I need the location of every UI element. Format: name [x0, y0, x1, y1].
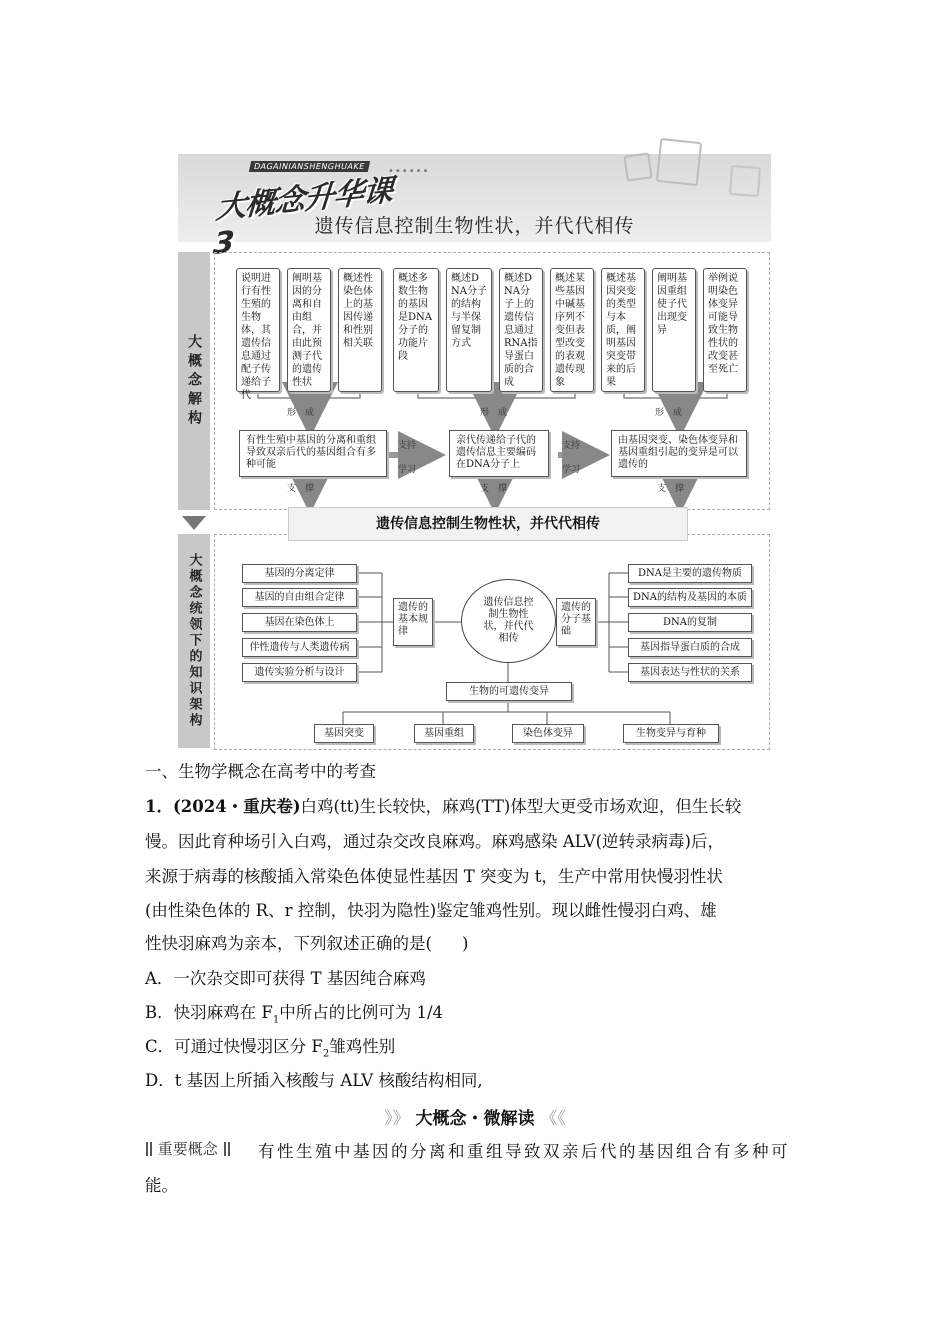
right-hub: 遗传的分子基础 — [556, 598, 596, 646]
question-line-2: 慢。因此育种场引入白鸡，通过杂交改良麻鸡。麻鸡感染 ALV(逆转录病毒)后， — [145, 832, 724, 851]
option-b — [145, 1003, 443, 1030]
bottom-tag: 生物变异与育种 — [623, 724, 719, 743]
form-label: 形 成 — [655, 408, 683, 418]
concept-box: 概述DNA分子上的遗传信息通过RNA指导蛋白质的合成 — [499, 268, 543, 392]
left-tag: 基因的自由组合定律 — [242, 588, 357, 607]
question-line-4: (由性染色体的 R、r 控制，快羽为隐性)鉴定雏鸡性别。现以雌性慢羽白鸡、雄 — [145, 901, 717, 920]
key-concept-text-end: 能。 — [145, 1176, 178, 1195]
support-label: 支 撑 — [657, 484, 685, 494]
center-oval-label: 遗传信息控制生物性状，并代代相传 — [483, 597, 534, 644]
bottom-tag: 基因突变 — [314, 724, 374, 743]
question-line-3: 来源于病毒的核酸插入常染色体使显性基因 T 突变为 t，生产中常用快慢羽性状 — [145, 867, 723, 886]
side-tab-label: 大概念统领下的知识架构 — [186, 553, 202, 729]
question-line-5 — [145, 934, 468, 954]
banner-dots: •••••• — [388, 166, 430, 177]
concept-box: 概述基因突变的类型与本质，阐明基因突变带来的后果 — [601, 268, 645, 392]
right-tag: 基因指导蛋白质的合成 — [628, 638, 752, 657]
support-label: 支 撑 — [287, 484, 315, 494]
concept-box: 概述DNA分子的结构与半保留复制方式 — [446, 268, 492, 392]
support-learn-label: 学习 — [562, 465, 581, 475]
bar-icon — [146, 1142, 148, 1156]
key-concept-tag — [145, 1138, 231, 1159]
option-text: 雏鸡性别 — [329, 1037, 396, 1056]
question-number: 1． — [145, 797, 173, 816]
question-line-1 — [145, 797, 741, 817]
option-d: D．t 基因上所插入核酸与 ALV 核酸结构相同, — [145, 1071, 483, 1090]
question-paren: ) — [461, 934, 469, 953]
form-label: 形 成 — [287, 408, 315, 418]
concept-box: 概述某些基因中碱基序列不变但表型改变的表观遗传现象 — [550, 268, 594, 392]
support-learn-label: 支持 — [562, 441, 581, 451]
right-tag: DNA的结构及基因的本质 — [628, 588, 752, 607]
banner-pinyin: DAGAINIANSHENGHUAKE — [249, 161, 370, 172]
left-hub: 遗传的基本规律 — [393, 598, 433, 646]
micro-reading-banner — [0, 1104, 950, 1129]
option-text: B．快羽麻鸡在 F — [145, 1003, 273, 1022]
option-text: 中所占的比例可为 1/4 — [279, 1003, 444, 1022]
option-text: C．可通过快慢羽区分 F — [145, 1037, 323, 1056]
chevron-right-icon: 》》 — [384, 1109, 410, 1129]
subscript: 2 — [322, 1048, 330, 1060]
micro-reading-title: 大概念・微解读 — [415, 1109, 535, 1129]
concept-box: 说明进行有性生殖的生物体，其遗传信息通过配子传递给子代 — [236, 268, 280, 392]
left-tag: 伴性遗传与人类遗传病 — [242, 638, 357, 657]
side-tab-label: 大概念解构 — [186, 333, 202, 429]
question-source: (2024・重庆卷) — [172, 797, 301, 816]
banner-title: 大概念升华课3 — [212, 173, 394, 262]
right-tag: 基因表达与性状的关系 — [628, 663, 752, 682]
left-tag: 基因的分离定律 — [242, 564, 357, 583]
form-label: 形 成 — [480, 408, 508, 418]
key-concept-label: 重要概念 — [157, 1140, 218, 1158]
support-learn-label: 学习 — [398, 465, 417, 475]
concept-box: 阐明基因的分离和自由组合，并由此预测子代的遗传性状 — [287, 268, 331, 392]
support-learn-label: 支持 — [398, 441, 417, 451]
concept-box: 举例说明染色体变异可能导致生物性状的改变甚至死亡 — [703, 268, 747, 392]
left-tag: 遗传实验分析与设计 — [242, 663, 357, 682]
center-oval — [461, 579, 556, 663]
mid-concept-box: 亲代传递给子代的遗传信息主要编码在DNA分子上 — [449, 430, 549, 477]
concept-box: 阐明基因重组使子代出现变异 — [652, 268, 696, 392]
left-tag: 基因在染色体上 — [242, 613, 357, 632]
bar-icon — [150, 1142, 152, 1156]
key-concept-text: 有性生殖中基因的分离和重组导致双亲后代的基因组合有多种可 — [258, 1142, 790, 1161]
subscript: 1 — [272, 1014, 280, 1026]
chevron-left-icon: 《《 — [540, 1109, 566, 1129]
option-a: A．一次杂交即可获得 T 基因纯合麻鸡 — [145, 969, 426, 988]
mid-concept-box: 由基因突变、染色体变异和基因重组引起的变异是可以遗传的 — [611, 430, 747, 477]
bottom-tag: 染色体变异 — [512, 724, 584, 743]
core-concept-band: 遗传信息控制生物性状，并代代相传 — [288, 507, 688, 541]
option-c — [145, 1037, 395, 1064]
section-heading: 一、生物学概念在高考中的考查 — [145, 762, 376, 781]
right-tag: DNA的复制 — [628, 613, 752, 632]
support-label: 支 撑 — [480, 484, 508, 494]
mid-concept-box: 有性生殖中基因的分离和重组导致双亲后代的基因组合有多种可能 — [239, 430, 387, 477]
bar-icon — [228, 1142, 230, 1156]
bar-icon — [224, 1142, 226, 1156]
concept-box: 概述多数生物的基因是DNA分子的功能片段 — [393, 268, 439, 392]
banner-subtitle: 遗传信息控制生物性状，并代代相传 — [314, 215, 635, 237]
concept-box: 概述性染色体上的基因传递和性别相关联 — [338, 268, 382, 392]
question-text: 性快羽麻鸡为亲本，下列叙述正确的是( — [145, 934, 432, 953]
right-tag: DNA是主要的遗传物质 — [628, 564, 752, 583]
variation-box: 生物的可遗传变异 — [446, 682, 572, 701]
bottom-tag: 基因重组 — [414, 724, 474, 743]
question-text: 白鸡(tt)生长较快，麻鸡(TT)体型大更受市场欢迎，但生长较 — [300, 797, 742, 816]
